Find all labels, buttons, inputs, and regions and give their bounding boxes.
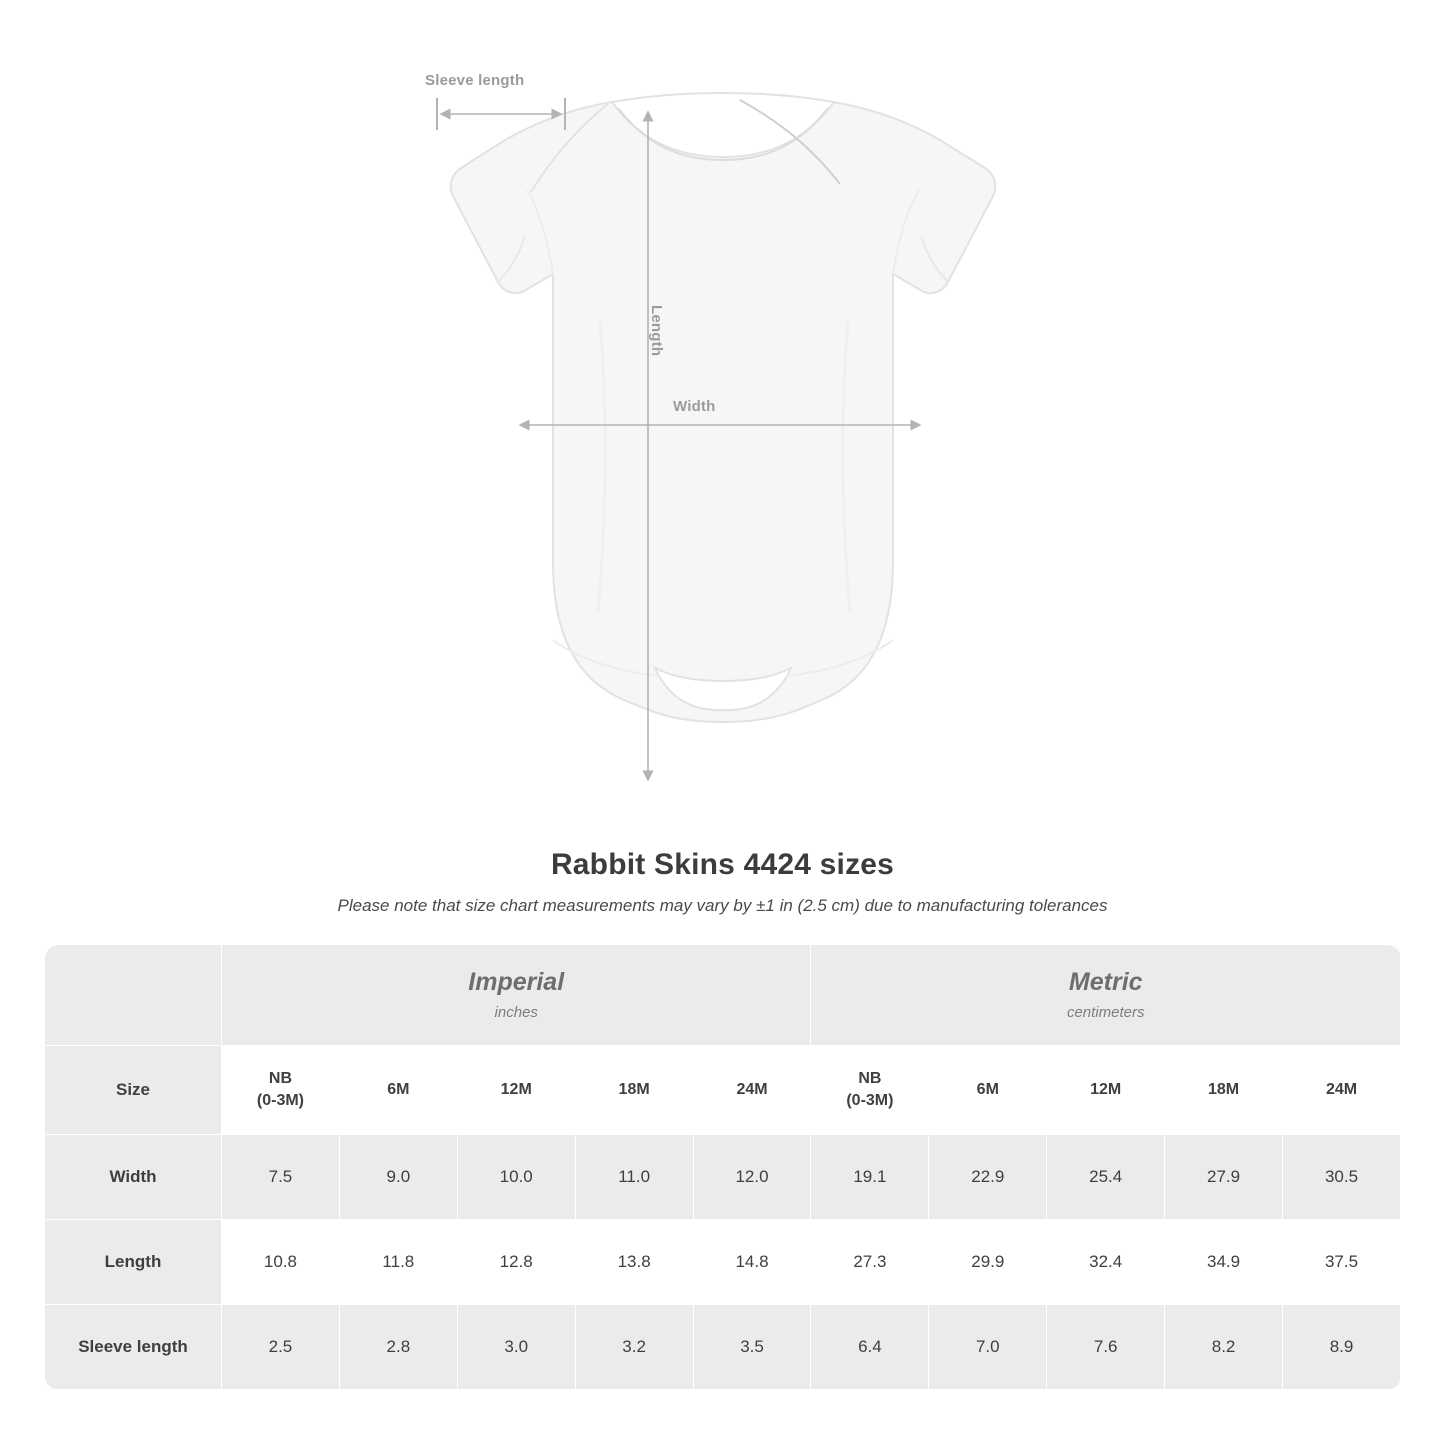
table-row <box>45 1220 1401 1305</box>
cell-sleeve-24m-cm: 8.9 <box>1283 1305 1401 1390</box>
cell-length-24m-cm: 37.5 <box>1283 1220 1401 1305</box>
column-header-line1: 6M <box>387 1081 410 1099</box>
column-header-line1: 24M <box>736 1081 768 1099</box>
cell-length-6m-in: 11.8 <box>339 1220 457 1305</box>
row-label-length: Length <box>45 1220 222 1305</box>
tolerance-note: Please note that size chart measurements may vary by ±1 in (2.5 cm) due to manufacturing tolerances <box>337 896 1108 915</box>
size-corner-label: Size <box>45 1046 222 1135</box>
size-header-row <box>45 1046 1401 1135</box>
cell-length-6m-cm: 29.9 <box>929 1220 1047 1305</box>
cell-width-24m-cm: 30.5 <box>1283 1135 1401 1220</box>
column-header-nb-metric <box>811 1046 929 1135</box>
column-header-line1: 12M <box>500 1081 532 1099</box>
unit-header-row <box>45 945 1401 1046</box>
table-row <box>45 1135 1401 1220</box>
column-header-12m-metric <box>1047 1046 1165 1135</box>
cell-width-12m-in: 10.0 <box>457 1135 575 1220</box>
cell-length-nb-in: 10.8 <box>222 1220 340 1305</box>
cell-width-6m-in: 9.0 <box>339 1135 457 1220</box>
cell-sleeve-12m-cm: 7.6 <box>1047 1305 1165 1390</box>
cell-width-18m-in: 11.0 <box>575 1135 693 1220</box>
cell-length-nb-cm: 27.3 <box>811 1220 929 1305</box>
column-header-6m-imperial <box>339 1046 457 1135</box>
cell-width-nb-cm: 19.1 <box>811 1135 929 1220</box>
column-header-12m-imperial <box>457 1046 575 1135</box>
unit-group-imperial <box>222 945 811 1046</box>
page-title: Rabbit Skins 4424 sizes <box>550 848 895 881</box>
cell-width-18m-cm: 27.9 <box>1165 1135 1283 1220</box>
column-header-24m-metric <box>1283 1046 1401 1135</box>
row-label-width: Width <box>45 1135 222 1220</box>
cell-sleeve-12m-in: 3.0 <box>457 1305 575 1390</box>
cell-sleeve-24m-in: 3.5 <box>693 1305 811 1390</box>
row-label-sleeve-length: Sleeve length <box>45 1305 222 1390</box>
column-header-line2: (0-3M) <box>846 1092 894 1109</box>
column-header-18m-metric <box>1165 1046 1283 1135</box>
table-row <box>45 1305 1401 1390</box>
unit-corner-cell <box>45 945 222 1046</box>
unit-group-imperial-sub: inches <box>494 1003 538 1021</box>
unit-group-imperial-name: Imperial <box>468 968 565 997</box>
cell-length-24m-in: 14.8 <box>693 1220 811 1305</box>
unit-group-metric <box>811 945 1401 1046</box>
length-label: Length <box>648 305 665 357</box>
column-header-line2: (0-3M) <box>256 1092 304 1109</box>
cell-sleeve-6m-cm: 7.0 <box>929 1305 1047 1390</box>
column-header-nb-imperial <box>222 1046 340 1135</box>
column-header-line1: 6M <box>976 1081 999 1099</box>
cell-length-12m-cm: 32.4 <box>1047 1220 1165 1305</box>
width-label: Width <box>673 398 716 415</box>
column-header-line1: NB <box>268 1070 292 1088</box>
column-header-6m-metric <box>929 1046 1047 1135</box>
column-header-line1: 18M <box>1208 1081 1240 1099</box>
cell-width-24m-in: 12.0 <box>693 1135 811 1220</box>
column-header-line1: 18M <box>618 1081 650 1099</box>
cell-sleeve-nb-cm: 6.4 <box>811 1305 929 1390</box>
column-header-line1: 12M <box>1090 1081 1122 1099</box>
column-header-line1: 24M <box>1325 1081 1358 1099</box>
cell-width-nb-in: 7.5 <box>222 1135 340 1220</box>
cell-width-6m-cm: 22.9 <box>929 1135 1047 1220</box>
cell-length-18m-in: 13.8 <box>575 1220 693 1305</box>
size-chart-table <box>44 944 1401 1390</box>
column-header-24m-imperial <box>693 1046 811 1135</box>
sleeve-length-label: Sleeve length <box>425 72 525 89</box>
unit-group-metric-sub: centimeters <box>1066 1003 1145 1021</box>
cell-sleeve-nb-in: 2.5 <box>222 1305 340 1390</box>
column-header-18m-imperial <box>575 1046 693 1135</box>
bodysuit-shape <box>451 93 996 722</box>
title-block <box>0 848 1445 916</box>
cell-sleeve-18m-cm: 8.2 <box>1165 1305 1283 1390</box>
cell-sleeve-6m-in: 2.8 <box>339 1305 457 1390</box>
column-header-line1: NB <box>858 1070 882 1088</box>
cell-width-12m-cm: 25.4 <box>1047 1135 1165 1220</box>
size-table-wrap <box>44 944 1401 1390</box>
cell-length-18m-cm: 34.9 <box>1165 1220 1283 1305</box>
cell-sleeve-18m-in: 3.2 <box>575 1305 693 1390</box>
cell-length-12m-in: 12.8 <box>457 1220 575 1305</box>
unit-group-metric-name: Metric <box>1068 968 1143 997</box>
